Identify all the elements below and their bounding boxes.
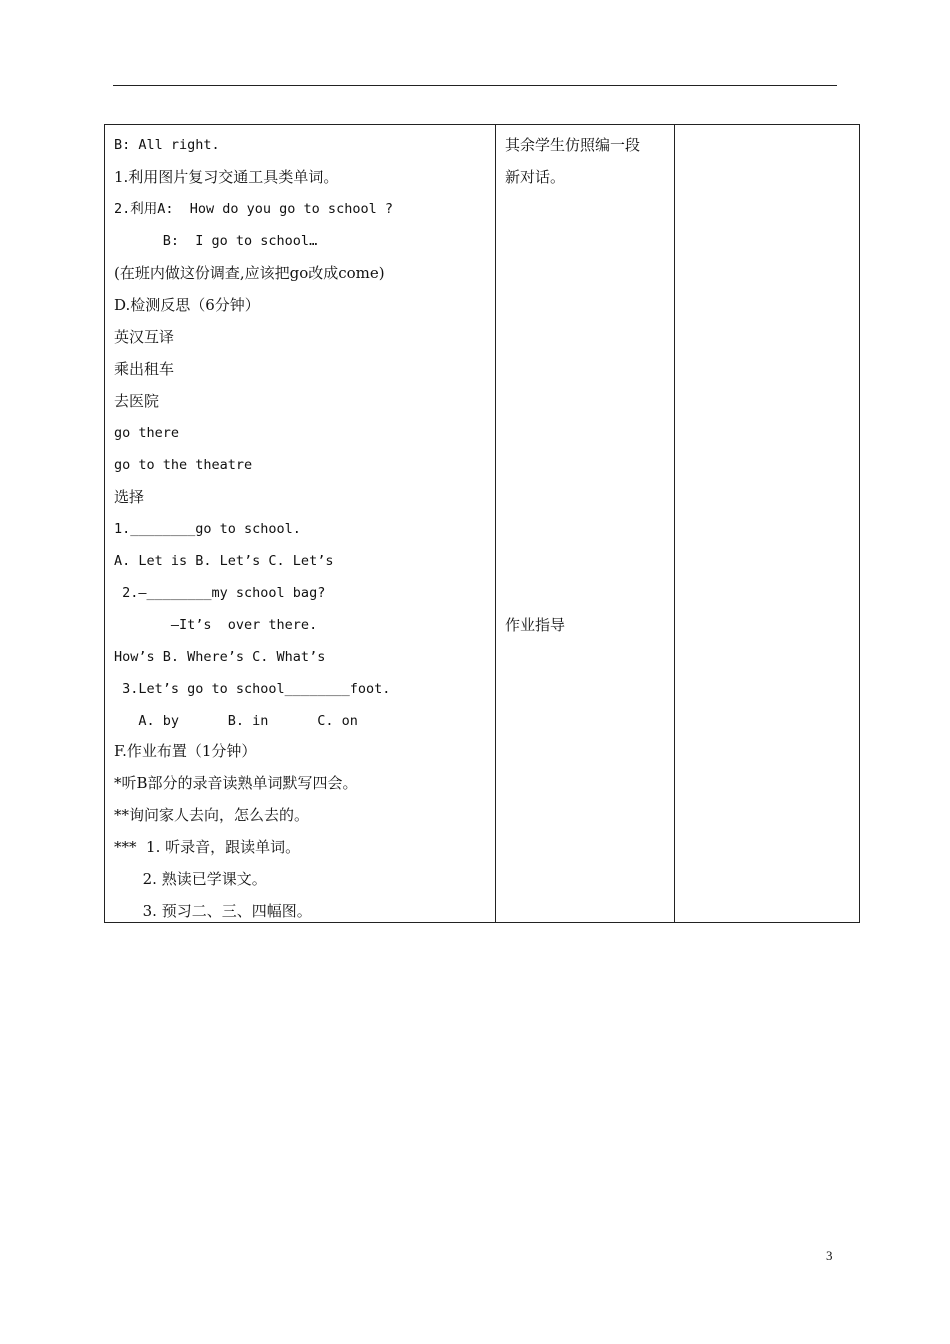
text-line: 3. 预习二、三、四幅图。: [114, 902, 312, 920]
text-line: **询问家人去向，怎么去的。: [114, 806, 310, 824]
lesson-plan-table: [104, 124, 860, 923]
student-activity-column: [495, 125, 675, 922]
text-line: How’s B. Where’s C. What’s: [114, 649, 326, 665]
text-line: 英汉互译: [114, 328, 175, 346]
text-line: *听B部分的录音读熟单词默写四会。: [114, 774, 358, 792]
text-line: 3.Let’s go to school________foot.: [114, 681, 391, 697]
text-line: B: I go to school…: [114, 233, 318, 249]
text-line: F.作业布置（1分钟）: [114, 742, 257, 760]
text-line: go to the theatre: [114, 457, 253, 473]
text-line: (在班内做这份调查,应该把go改成come): [114, 264, 385, 282]
text-line: 去医院: [114, 392, 160, 410]
text-line: 作业指导: [505, 616, 566, 634]
text-line: D.检测反思（6分钟）: [114, 296, 260, 314]
text-line: 其余学生仿照编一段: [505, 136, 641, 154]
text-line: 2.—________my school bag?: [114, 585, 326, 601]
text-line: B: All right.: [114, 137, 220, 153]
text-line: A. by B. in C. on: [114, 713, 358, 729]
text-line: 1.________go to school.: [114, 521, 301, 537]
text-line: 新对话。: [505, 168, 566, 186]
page-number: 3: [826, 1248, 833, 1263]
text-line: 2. 熟读已学课文。: [114, 870, 267, 888]
header-rule: [113, 85, 837, 86]
text-line: A. Let is B. Let’s C. Let’s: [114, 553, 334, 569]
text-line: 选择: [114, 488, 145, 506]
notes-column: [674, 125, 861, 922]
text-line: —It’s over there.: [114, 617, 318, 633]
text-line: go there: [114, 425, 180, 441]
text-line: 1.利用图片复习交通工具类单词。: [114, 168, 339, 186]
text-line: 乘出租车: [114, 360, 175, 378]
text-line: *** 1. 听录音，跟读单词。: [114, 838, 301, 856]
activity-column: [105, 125, 495, 922]
text-line: 2.利用A: How do you go to school ?: [114, 201, 393, 217]
